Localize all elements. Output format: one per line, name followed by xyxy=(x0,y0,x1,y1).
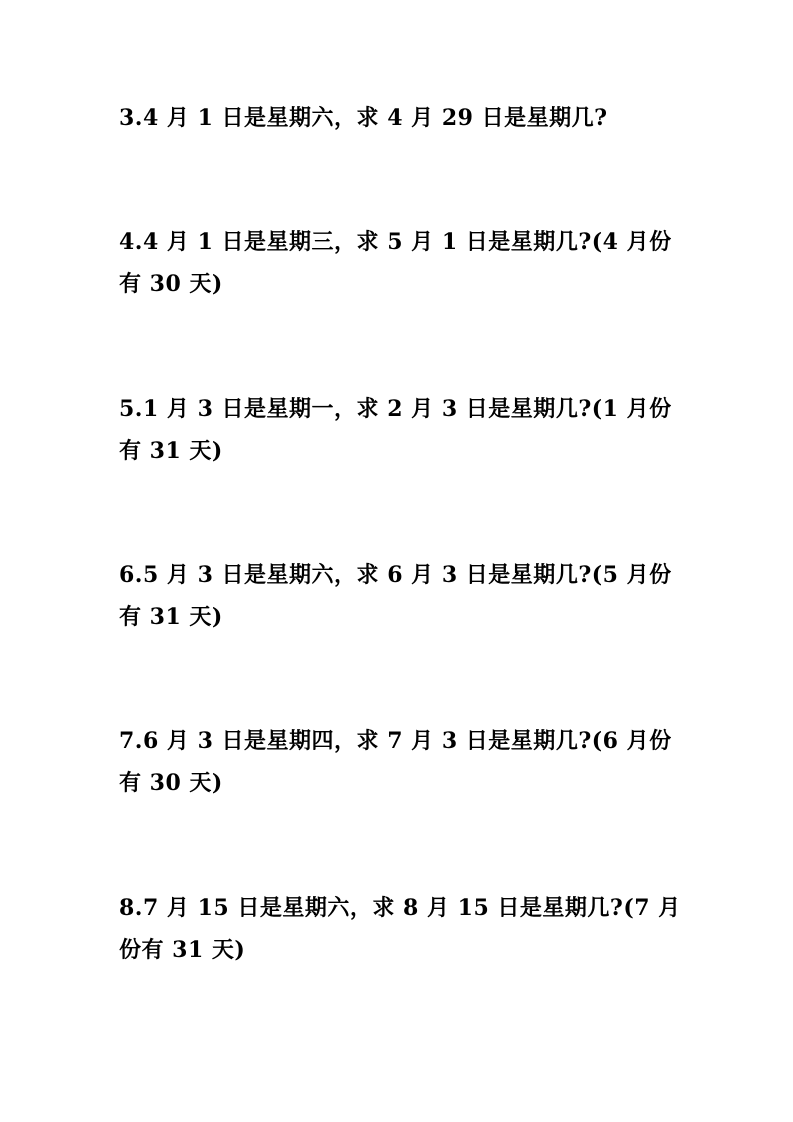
problem-6-line-2: 有 31 天) xyxy=(119,604,223,630)
problem-7-line-2: 有 30 天) xyxy=(119,770,223,796)
problem-5-line-1: 5.1 月 3 日是星期一，求 2 月 3 日是星期几?(1 月份 xyxy=(119,396,672,422)
problem-3 xyxy=(119,97,679,139)
problem-8-line-1: 8.7 月 15 日是星期六，求 8 月 15 日是星期几?(7 月 xyxy=(119,895,681,921)
problem-5 xyxy=(119,388,679,472)
problem-3-line-1: 3.4 月 1 日是星期六，求 4 月 29 日是星期几? xyxy=(119,105,608,131)
problem-8 xyxy=(119,887,679,971)
problem-7-line-1: 7.6 月 3 日是星期四，求 7 月 3 日是星期几?(6 月份 xyxy=(119,728,672,754)
problem-7 xyxy=(119,720,679,804)
problem-8-line-2: 份有 31 天) xyxy=(119,937,246,963)
problem-4 xyxy=(119,221,679,305)
problem-4-line-1: 4.4 月 1 日是星期三，求 5 月 1 日是星期几?(4 月份 xyxy=(119,229,672,255)
problem-6 xyxy=(119,554,679,638)
problem-6-line-1: 6.5 月 3 日是星期六，求 6 月 3 日是星期几?(5 月份 xyxy=(119,562,672,588)
problem-4-line-2: 有 30 天) xyxy=(119,271,223,297)
problem-5-line-2: 有 31 天) xyxy=(119,438,223,464)
